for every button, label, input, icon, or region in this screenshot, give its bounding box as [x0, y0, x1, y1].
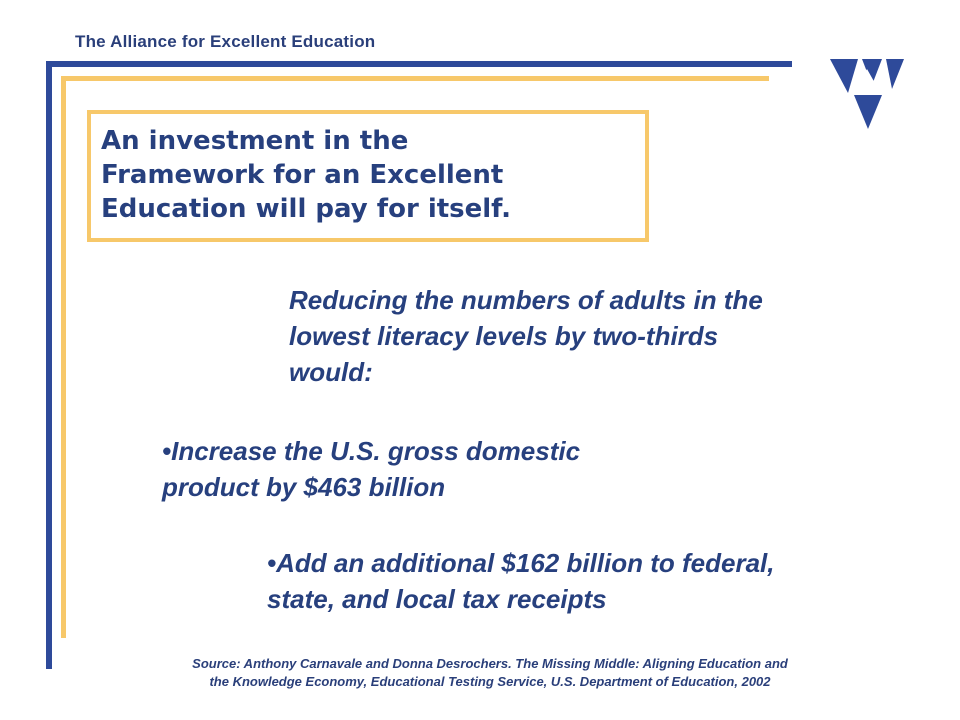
- bullet-line: •Add an additional $162 billion to federal,: [267, 548, 775, 578]
- intro-line: Reducing the numbers of adults in the: [289, 285, 763, 315]
- headline-line: Education will pay for itself.: [101, 194, 511, 224]
- accent-line-top: [61, 76, 769, 81]
- intro-line: would:: [289, 357, 373, 387]
- headline: [101, 124, 639, 226]
- headline-box: [87, 110, 649, 242]
- frame-line-top: [46, 61, 792, 67]
- source-line: Source: Anthony Carnavale and Donna Desrochers. The Missing Middle: Aligning Education and: [192, 656, 788, 671]
- source-line: the Knowledge Economy, Educational Testing Service, U.S. Department of Education, 2002: [209, 674, 771, 689]
- bullet-line: •Increase the U.S. gross domestic: [162, 436, 581, 466]
- headline-line: An investment in the: [101, 126, 409, 156]
- accent-line-left: [61, 76, 66, 638]
- intro-line: lowest literacy levels by two-thirds: [289, 321, 719, 351]
- headline-line: Framework for an Excellent: [101, 160, 504, 190]
- intro-text: [289, 282, 889, 390]
- bullet-tax: [267, 545, 907, 617]
- org-name: The Alliance for Excellent Education: [75, 32, 376, 51]
- alliance-logo-icon: [826, 55, 906, 131]
- frame-line-left: [46, 61, 52, 669]
- bullet-line: state, and local tax receipts: [267, 584, 607, 614]
- bullet-line: product by $463 billion: [162, 472, 446, 502]
- source-citation: [100, 655, 880, 691]
- bullet-gdp: [162, 433, 722, 505]
